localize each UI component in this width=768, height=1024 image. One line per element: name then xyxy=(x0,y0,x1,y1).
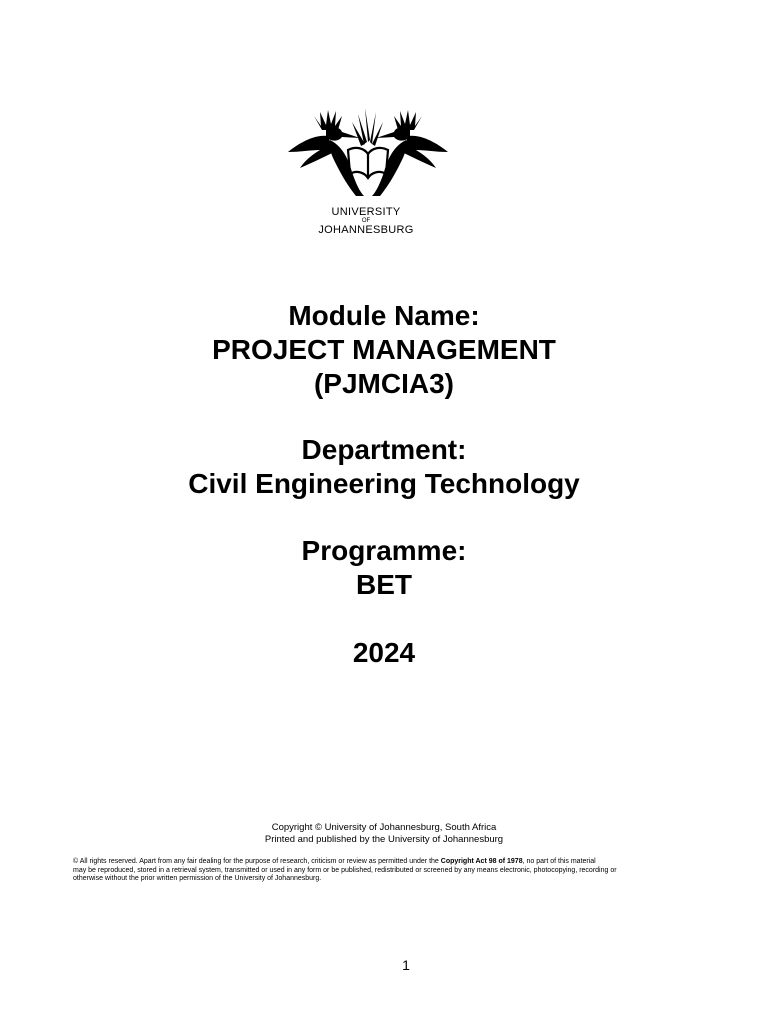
year: 2024 xyxy=(352,637,416,668)
module-code: (PJMCIA3) xyxy=(313,368,454,399)
programme-section xyxy=(0,534,768,602)
department-name: Civil Engineering Technology xyxy=(188,468,580,499)
rights-suffix: , no part of this material xyxy=(522,858,596,865)
logo-johannesburg-text: JOHANNESBURG xyxy=(318,224,414,236)
open-book xyxy=(348,148,388,178)
programme-label: Programme: xyxy=(301,535,467,566)
module-label: Module Name: xyxy=(288,300,480,331)
hoopoe-birds-emblem xyxy=(286,100,450,206)
right-bird xyxy=(372,110,448,196)
copyright-notice xyxy=(0,822,768,846)
module-name: PROJECT MANAGEMENT xyxy=(212,334,556,365)
rights-statement xyxy=(73,858,693,884)
rights-line-2: may be reproduced, stored in a retrieval system, transmitted or used in any form or be published, redistributed or screened by any means electronic, photocopying, recording or xyxy=(73,866,617,874)
copyright-line: Copyright © University of Johannesburg, South Africa xyxy=(271,822,497,833)
programme-name: BET xyxy=(356,569,412,600)
department-label: Department: xyxy=(301,434,467,465)
copyright-act: Copyright Act 98 of 1978 xyxy=(440,858,523,865)
module-section xyxy=(0,299,768,401)
crest-spikes xyxy=(352,108,383,146)
logo-university-text: UNIVERSITY xyxy=(331,206,401,218)
rights-line-3: otherwise without the prior written permission of the University of Johannesburg. xyxy=(73,875,322,882)
rights-line-1 xyxy=(73,858,693,867)
page-number: 1 xyxy=(402,957,410,973)
rights-prefix: © All rights reserved. Apart from any fair dealing for the purpose of research, criticism or review as permitted under the xyxy=(73,858,441,865)
logo-of-text: OF xyxy=(361,218,371,224)
year-section xyxy=(0,636,768,670)
left-bird xyxy=(288,110,364,196)
department-section xyxy=(0,433,768,501)
publisher-line: Printed and published by the University of Johannesburg xyxy=(264,834,504,845)
university-logo xyxy=(286,100,450,240)
